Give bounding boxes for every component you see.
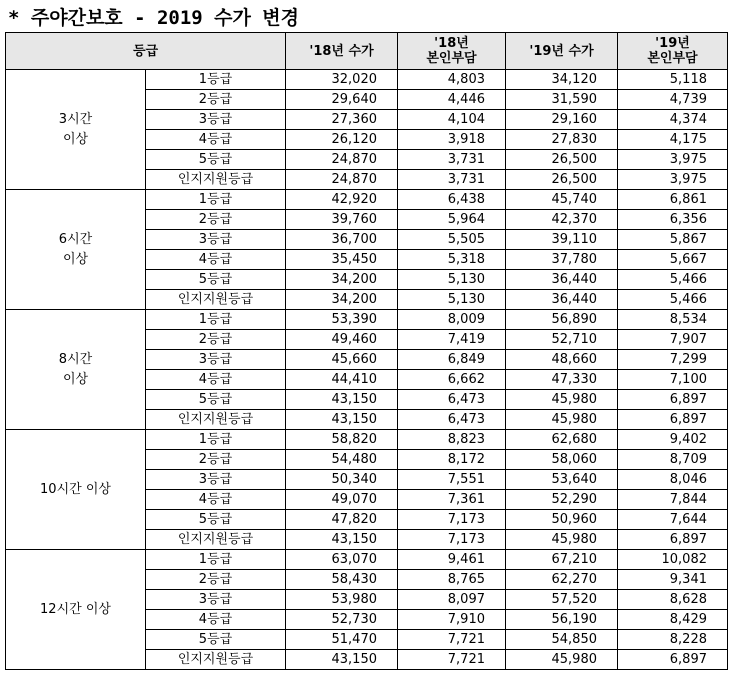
- fee-2019-cell: 57,520: [506, 590, 618, 610]
- copay-2018-cell: 7,721: [398, 630, 506, 650]
- fee-2018-cell: 26,120: [286, 130, 398, 150]
- copay-2019-cell: 6,897: [618, 410, 728, 430]
- fee-2019-cell: 54,850: [506, 630, 618, 650]
- duration-group-line: 3시간: [58, 111, 93, 127]
- duration-group-line: 12시간 이상: [40, 601, 111, 617]
- care-level-cell: 2등급: [146, 450, 286, 470]
- care-level-cell: 3등급: [146, 350, 286, 370]
- care-level-cell: 3등급: [146, 230, 286, 250]
- care-level-cell: 5등급: [146, 270, 286, 290]
- copay-2019-cell: 10,082: [618, 550, 728, 570]
- fee-2018-cell: 52,730: [286, 610, 398, 630]
- fee-2018-cell: 45,660: [286, 350, 398, 370]
- fee-2019-cell: 62,270: [506, 570, 618, 590]
- copay-2018-cell: 9,461: [398, 550, 506, 570]
- care-level-cell: 인지지원등급: [146, 410, 286, 430]
- fee-2019-cell: 31,590: [506, 90, 618, 110]
- fee-2018-cell: 51,470: [286, 630, 398, 650]
- copay-2018-cell: 7,173: [398, 530, 506, 550]
- care-level-cell: 2등급: [146, 90, 286, 110]
- care-level-cell: 4등급: [146, 490, 286, 510]
- copay-2019-cell: 3,975: [618, 150, 728, 170]
- fee-2019-cell: 29,160: [506, 110, 618, 130]
- copay-2019-cell: 5,118: [618, 70, 728, 90]
- fee-2019-cell: 56,890: [506, 310, 618, 330]
- copay-2019-cell: 8,628: [618, 590, 728, 610]
- header-fee-2018: '18년 수가: [286, 33, 398, 70]
- table-row: [6, 310, 728, 330]
- header-copay-2019: [618, 33, 728, 70]
- copay-2019-cell: 8,046: [618, 470, 728, 490]
- copay-2018-cell: 6,473: [398, 410, 506, 430]
- fee-2019-cell: 52,290: [506, 490, 618, 510]
- fee-table: [5, 32, 728, 670]
- fee-2019-cell: 26,500: [506, 150, 618, 170]
- fee-2019-cell: 39,110: [506, 230, 618, 250]
- fee-2018-cell: 27,360: [286, 110, 398, 130]
- fee-2019-cell: 36,440: [506, 290, 618, 310]
- header-fee-2019: '19년 수가: [506, 33, 618, 70]
- table-row: [6, 430, 728, 450]
- fee-2019-cell: 45,740: [506, 190, 618, 210]
- fee-2018-cell: 58,430: [286, 570, 398, 590]
- fee-2019-cell: 52,710: [506, 330, 618, 350]
- fee-2019-cell: 45,980: [506, 410, 618, 430]
- copay-2019-cell: 7,644: [618, 510, 728, 530]
- copay-2019-cell: 6,897: [618, 530, 728, 550]
- copay-2019-cell: 6,861: [618, 190, 728, 210]
- copay-2019-cell: 6,897: [618, 650, 728, 670]
- care-level-cell: 1등급: [146, 430, 286, 450]
- copay-2018-cell: 7,173: [398, 510, 506, 530]
- care-level-cell: 5등급: [146, 510, 286, 530]
- copay-2018-cell: 7,361: [398, 490, 506, 510]
- fee-2019-cell: 27,830: [506, 130, 618, 150]
- copay-2019-cell: 7,100: [618, 370, 728, 390]
- copay-2019-cell: 4,739: [618, 90, 728, 110]
- fee-2018-cell: 50,340: [286, 470, 398, 490]
- fee-2019-cell: 48,660: [506, 350, 618, 370]
- fee-2018-cell: 44,410: [286, 370, 398, 390]
- fee-2019-cell: 42,370: [506, 210, 618, 230]
- copay-2019-cell: 7,844: [618, 490, 728, 510]
- fee-2018-cell: 63,070: [286, 550, 398, 570]
- fee-2018-cell: 54,480: [286, 450, 398, 470]
- copay-2019-cell: 5,867: [618, 230, 728, 250]
- header-copay-2018-line1: '18년: [434, 36, 469, 51]
- fee-2019-cell: 26,500: [506, 170, 618, 190]
- page-title: * 주야간보호 - 2019 수가 변경: [8, 7, 300, 29]
- copay-2018-cell: 5,130: [398, 290, 506, 310]
- duration-group-label: [6, 190, 146, 310]
- copay-2019-cell: 3,975: [618, 170, 728, 190]
- copay-2018-cell: 7,721: [398, 650, 506, 670]
- table-row: [6, 190, 728, 210]
- copay-2019-cell: 5,667: [618, 250, 728, 270]
- copay-2018-cell: 7,910: [398, 610, 506, 630]
- header-copay-2019-line1: '19년: [655, 36, 690, 51]
- copay-2018-cell: 8,823: [398, 430, 506, 450]
- care-level-cell: 3등급: [146, 470, 286, 490]
- care-level-cell: 1등급: [146, 550, 286, 570]
- fee-2018-cell: 29,640: [286, 90, 398, 110]
- copay-2018-cell: 8,097: [398, 590, 506, 610]
- fee-2018-cell: 43,150: [286, 390, 398, 410]
- copay-2018-cell: 5,130: [398, 270, 506, 290]
- care-level-cell: 4등급: [146, 370, 286, 390]
- fee-2019-cell: 67,210: [506, 550, 618, 570]
- fee-2018-cell: 32,020: [286, 70, 398, 90]
- copay-2019-cell: 8,228: [618, 630, 728, 650]
- table-row: [6, 550, 728, 570]
- fee-2018-cell: 43,150: [286, 410, 398, 430]
- copay-2019-cell: 9,341: [618, 570, 728, 590]
- copay-2019-cell: 9,402: [618, 430, 728, 450]
- duration-group-line: 10시간 이상: [40, 481, 111, 497]
- copay-2019-cell: 8,709: [618, 450, 728, 470]
- fee-2018-cell: 58,820: [286, 430, 398, 450]
- duration-group-label: [6, 70, 146, 190]
- fee-2018-cell: 43,150: [286, 650, 398, 670]
- fee-2019-cell: 62,680: [506, 430, 618, 450]
- care-level-cell: 5등급: [146, 630, 286, 650]
- care-level-cell: 4등급: [146, 610, 286, 630]
- duration-group-line: 8시간: [58, 351, 93, 367]
- copay-2018-cell: 5,318: [398, 250, 506, 270]
- copay-2019-cell: 6,356: [618, 210, 728, 230]
- copay-2019-cell: 8,534: [618, 310, 728, 330]
- copay-2018-cell: 5,505: [398, 230, 506, 250]
- header-copay-2019-line2: 본인부담: [647, 51, 698, 66]
- copay-2019-cell: 4,175: [618, 130, 728, 150]
- copay-2018-cell: 3,731: [398, 150, 506, 170]
- fee-2019-cell: 58,060: [506, 450, 618, 470]
- duration-group-line: 이상: [62, 131, 89, 147]
- fee-2019-cell: 56,190: [506, 610, 618, 630]
- copay-2018-cell: 6,438: [398, 190, 506, 210]
- copay-2019-cell: 7,299: [618, 350, 728, 370]
- fee-2019-cell: 34,120: [506, 70, 618, 90]
- header-copay-2018: [398, 33, 506, 70]
- copay-2018-cell: 6,849: [398, 350, 506, 370]
- fee-2019-cell: 45,980: [506, 390, 618, 410]
- care-level-cell: 3등급: [146, 590, 286, 610]
- copay-2018-cell: 4,446: [398, 90, 506, 110]
- fee-2018-cell: 49,070: [286, 490, 398, 510]
- fee-2018-cell: 49,460: [286, 330, 398, 350]
- fee-2018-cell: 34,200: [286, 290, 398, 310]
- care-level-cell: 1등급: [146, 70, 286, 90]
- care-level-cell: 4등급: [146, 250, 286, 270]
- table-row: [6, 70, 728, 90]
- fee-2018-cell: 53,390: [286, 310, 398, 330]
- duration-group-label: [6, 310, 146, 430]
- copay-2018-cell: 6,473: [398, 390, 506, 410]
- duration-group-line: 이상: [62, 371, 89, 387]
- fee-2019-cell: 37,780: [506, 250, 618, 270]
- copay-2018-cell: 4,803: [398, 70, 506, 90]
- fee-2019-cell: 50,960: [506, 510, 618, 530]
- fee-2019-cell: 53,640: [506, 470, 618, 490]
- fee-2018-cell: 34,200: [286, 270, 398, 290]
- copay-2018-cell: 3,731: [398, 170, 506, 190]
- care-level-cell: 1등급: [146, 190, 286, 210]
- care-level-cell: 3등급: [146, 110, 286, 130]
- duration-group-label: [6, 550, 146, 670]
- fee-2018-cell: 47,820: [286, 510, 398, 530]
- care-level-cell: 2등급: [146, 210, 286, 230]
- fee-2018-cell: 43,150: [286, 530, 398, 550]
- copay-2018-cell: 8,172: [398, 450, 506, 470]
- copay-2019-cell: 6,897: [618, 390, 728, 410]
- care-level-cell: 1등급: [146, 310, 286, 330]
- copay-2019-cell: 4,374: [618, 110, 728, 130]
- copay-2018-cell: 7,551: [398, 470, 506, 490]
- fee-2018-cell: 35,450: [286, 250, 398, 270]
- care-level-cell: 5등급: [146, 150, 286, 170]
- copay-2019-cell: 7,907: [618, 330, 728, 350]
- care-level-cell: 인지지원등급: [146, 650, 286, 670]
- fee-2018-cell: 53,980: [286, 590, 398, 610]
- fee-2019-cell: 45,980: [506, 650, 618, 670]
- duration-group-label: [6, 430, 146, 550]
- copay-2018-cell: 8,765: [398, 570, 506, 590]
- care-level-cell: 2등급: [146, 330, 286, 350]
- fee-2019-cell: 45,980: [506, 530, 618, 550]
- copay-2018-cell: 8,009: [398, 310, 506, 330]
- copay-2018-cell: 5,964: [398, 210, 506, 230]
- header-row: [6, 33, 728, 70]
- fee-2018-cell: 36,700: [286, 230, 398, 250]
- care-level-cell: 2등급: [146, 570, 286, 590]
- care-level-cell: 4등급: [146, 130, 286, 150]
- care-level-cell: 5등급: [146, 390, 286, 410]
- copay-2018-cell: 6,662: [398, 370, 506, 390]
- fee-2018-cell: 42,920: [286, 190, 398, 210]
- header-grade: 등급: [6, 33, 286, 70]
- copay-2019-cell: 8,429: [618, 610, 728, 630]
- fee-2018-cell: 24,870: [286, 170, 398, 190]
- header-copay-2018-line2: 본인부담: [426, 51, 477, 66]
- care-level-cell: 인지지원등급: [146, 530, 286, 550]
- fee-2018-cell: 24,870: [286, 150, 398, 170]
- care-level-cell: 인지지원등급: [146, 170, 286, 190]
- copay-2018-cell: 3,918: [398, 130, 506, 150]
- table-body: [6, 70, 728, 670]
- fee-2019-cell: 47,330: [506, 370, 618, 390]
- duration-group-line: 이상: [62, 251, 89, 267]
- copay-2018-cell: 7,419: [398, 330, 506, 350]
- care-level-cell: 인지지원등급: [146, 290, 286, 310]
- fee-2019-cell: 36,440: [506, 270, 618, 290]
- copay-2019-cell: 5,466: [618, 290, 728, 310]
- duration-group-line: 6시간: [58, 231, 93, 247]
- copay-2019-cell: 5,466: [618, 270, 728, 290]
- copay-2018-cell: 4,104: [398, 110, 506, 130]
- fee-2018-cell: 39,760: [286, 210, 398, 230]
